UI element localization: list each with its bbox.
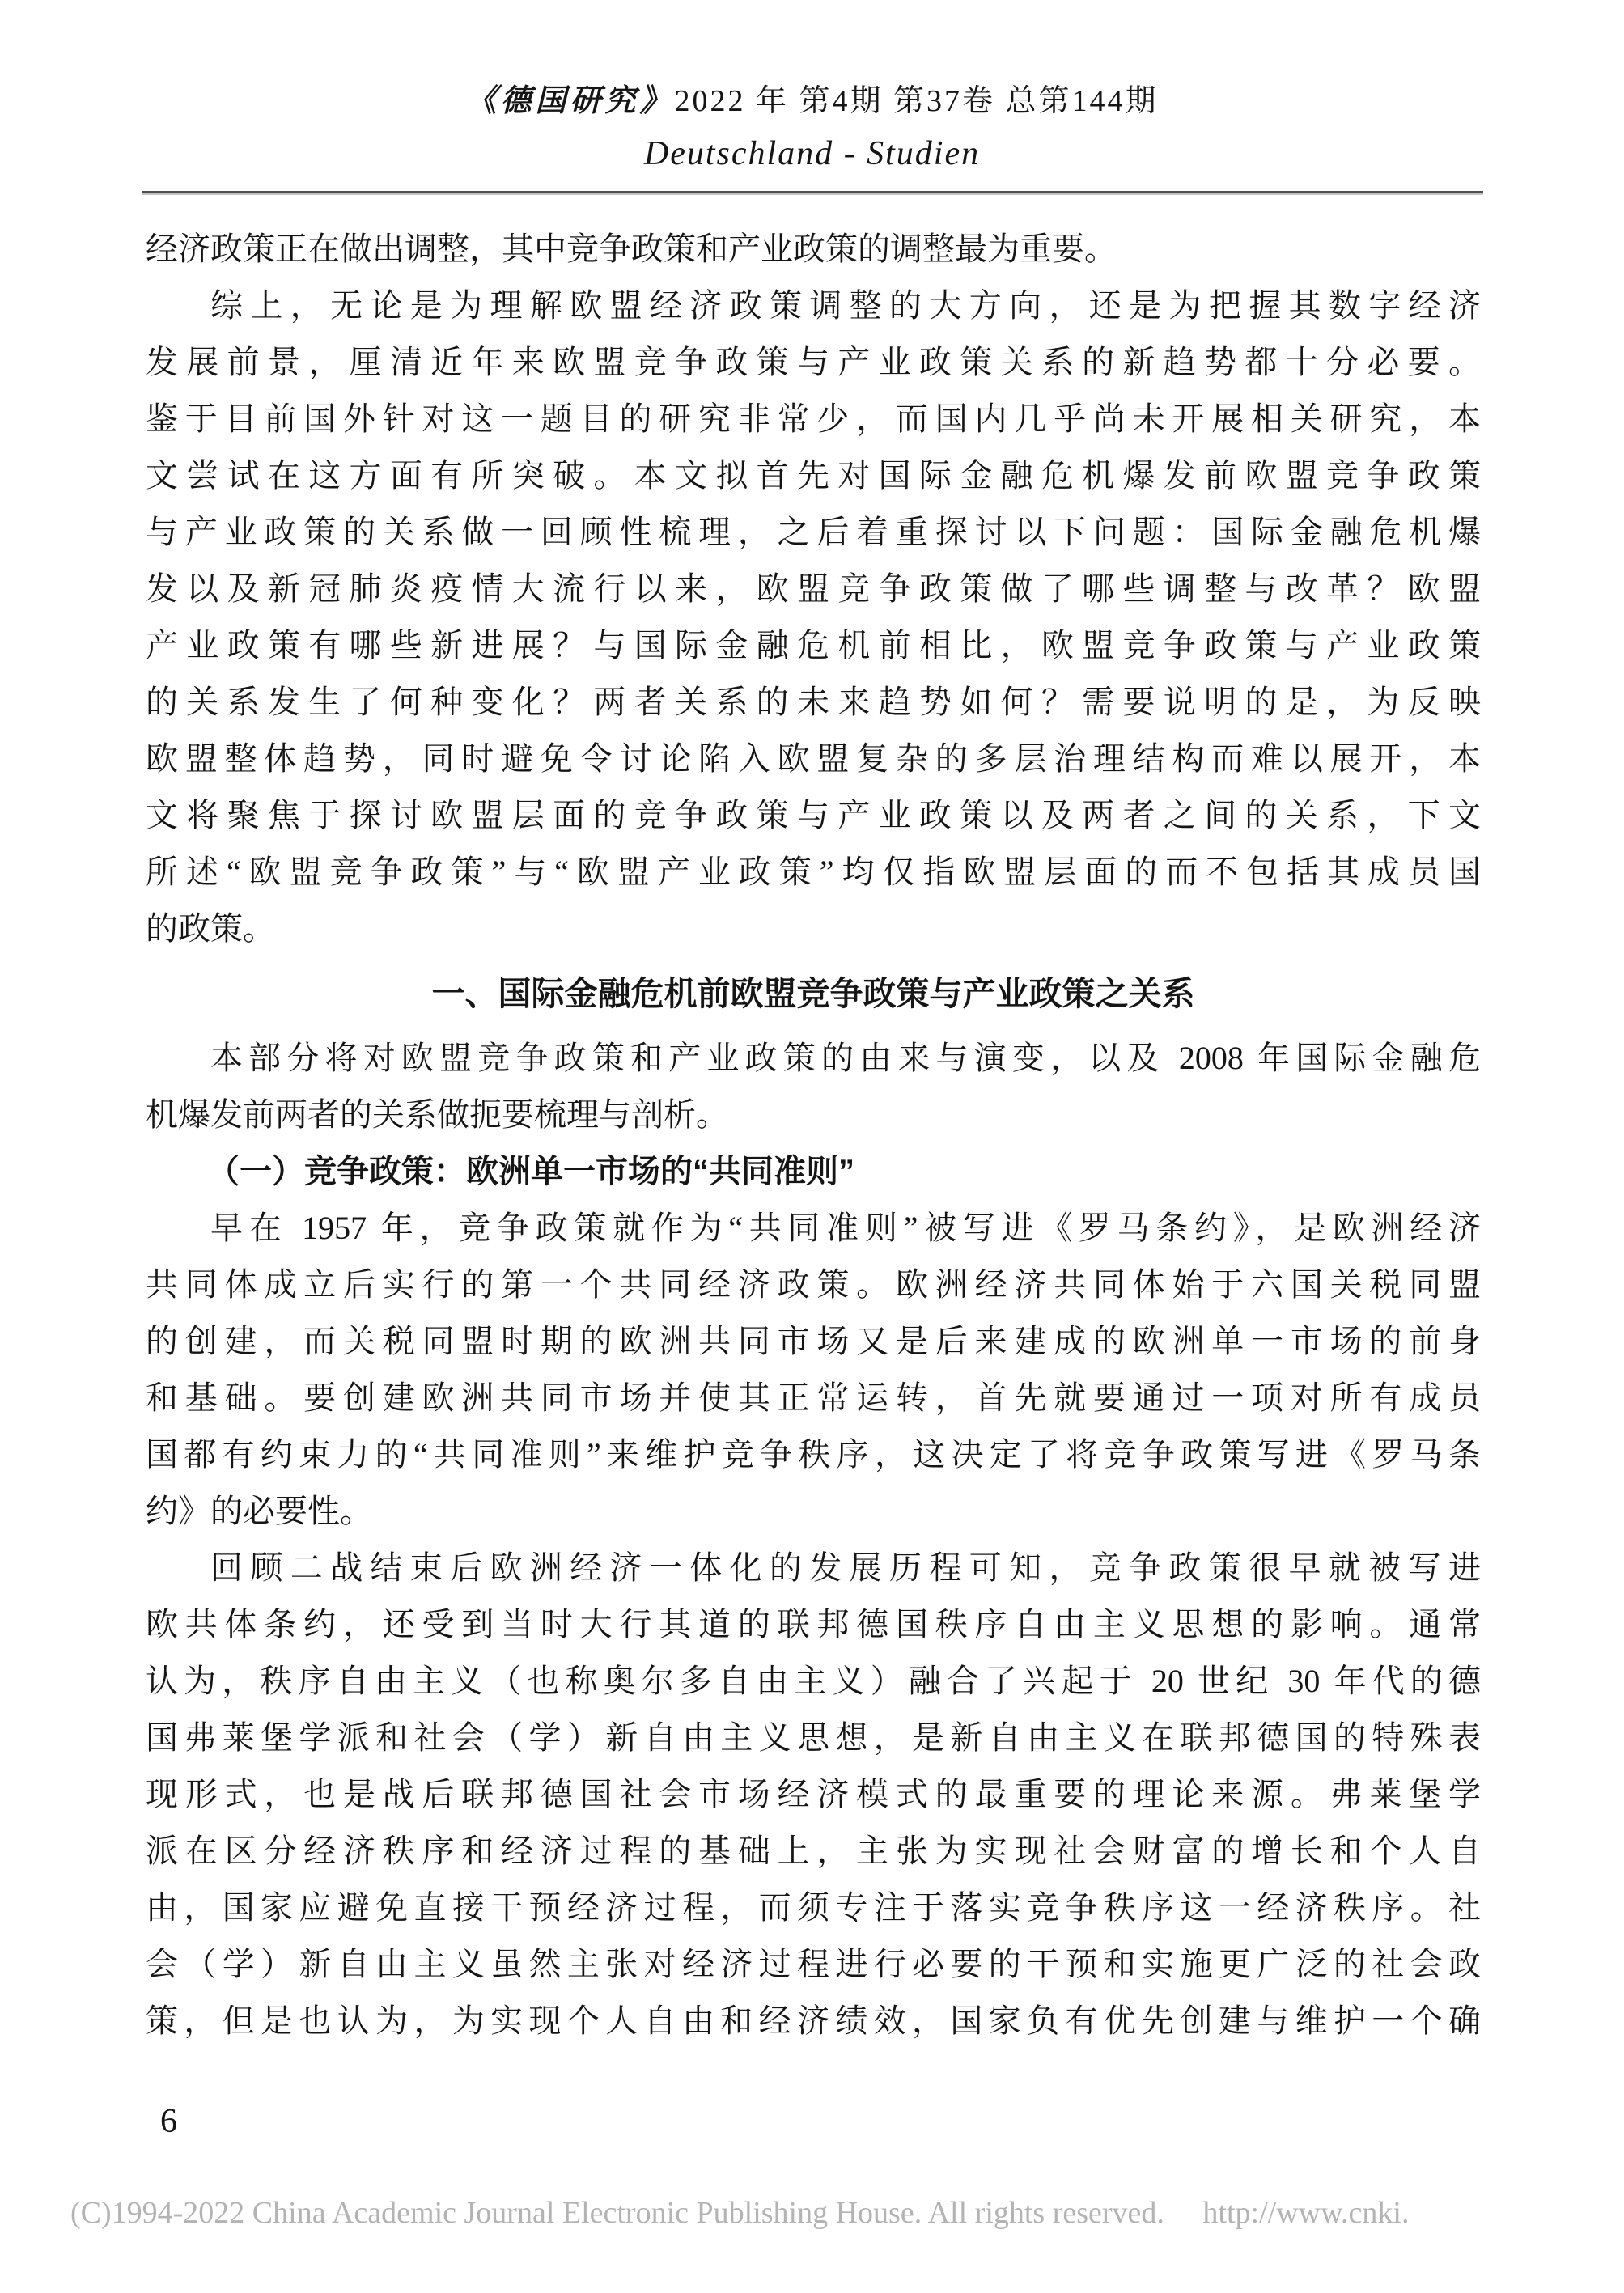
subsection-heading xyxy=(146,1143,1481,1200)
text-line: 经济政策正在做出调整，其中竞争政策和产业政策的调整最为重要。 xyxy=(146,231,1117,267)
paragraph xyxy=(146,1200,1481,1540)
text-line: 欧共体条约，还受到当时大行其道的联邦德国秩序自由主义思想的影响。通常 xyxy=(146,1606,1481,1642)
paragraph xyxy=(146,278,1481,957)
journal-subtitle: Deutschland - Studien xyxy=(643,135,981,172)
text-line: 欧盟整体趋势，同时避免令讨论陷入欧盟复杂的多层治理结构而难以展开，本 xyxy=(146,740,1481,777)
text-line: 约》的必要性。 xyxy=(146,1493,372,1529)
text-line: 机爆发前两者的关系做扼要梳理与剖析。 xyxy=(146,1096,728,1133)
text-line: 鉴于目前国外针对这一题目的研究非常少，而国内几乎尚未开展相关研究，本 xyxy=(146,401,1481,437)
text-line: 的创建，而关税同盟时期的欧洲共同市场又是后来建成的欧洲单一市场的前身 xyxy=(146,1323,1481,1359)
text-line: 发以及新冠肺炎疫情大流行以来，欧盟竞争政策做了哪些调整与改革？欧盟 xyxy=(146,570,1481,607)
text-line: 会（学）新自由主义虽然主张对经济过程进行必要的干预和实施更广泛的社会政 xyxy=(146,1946,1481,1982)
text-line: 由，国家应避免直接干预经济过程，而须专注于落实竞争秩序这一经济秩序。社 xyxy=(146,1889,1481,1926)
text-line: 文将聚焦于探讨欧盟层面的竞争政策与产业政策以及两者之间的关系，下文 xyxy=(146,797,1481,833)
text-line: 共同体成立后实行的第一个共同经济政策。欧洲经济共同体始于六国关税同盟 xyxy=(146,1266,1481,1303)
text-line: 产业政策有哪些新进展？与国际金融危机前相比，欧盟竞争政策与产业政策 xyxy=(146,627,1481,663)
text-line: 发展前景，厘清近年来欧盟竞争政策与产业政策关系的新趋势都十分必要。 xyxy=(146,344,1481,380)
journal-title: 《德国研究》 xyxy=(465,84,675,118)
paragraph xyxy=(146,1030,1481,1143)
journal-header xyxy=(0,0,1624,195)
text-line: 现形式，也是战后联邦德国社会市场经济模式的最重要的理论来源。弗莱堡学 xyxy=(146,1776,1481,1812)
text-line: 的关系发生了何种变化？两者关系的未来趋势如何？需要说明的是，为反映 xyxy=(146,684,1481,720)
text-line: 与产业政策的关系做一回顾性梳理，之后着重探讨以下问题：国际金融危机爆 xyxy=(146,514,1481,550)
header-rule xyxy=(142,191,1483,195)
page-number: 6 xyxy=(160,2103,177,2140)
text-line: 文尝试在这方面有所突破。本文拟首先对国际金融危机爆发前欧盟竞争政策 xyxy=(146,457,1481,494)
text-line: 和基础。要创建欧洲共同市场并使其正常运转，首先就要通过一项对所有成员 xyxy=(146,1380,1481,1416)
text-line: 策，但是也认为，为实现个人自由和经济绩效，国家负有优先创建与维护一个确 xyxy=(146,2003,1481,2039)
issue-info: 2022 年 第4期 第37卷 总第144期 xyxy=(674,84,1159,118)
text-line: 派在区分经济秩序和经济过程的基础上，主张为实现社会财富的增长和个人自 xyxy=(146,1833,1481,1869)
text-line: 所述“欧盟竞争政策”与“欧盟产业政策”均仅指欧盟层面的而不包括其成员国 xyxy=(146,854,1481,890)
paragraph xyxy=(146,1540,1481,2049)
journal-issue-line xyxy=(0,81,1624,121)
copyright-notice: (C)1994-2022 China Academic Journal Electronic Publishing House. All rights reserved. http://www.cnki. xyxy=(70,2196,1410,2230)
text-line: 国弗莱堡学派和社会（学）新自由主义思想，是新自由主义在联邦德国的特殊表 xyxy=(146,1719,1481,1756)
text-line: 认为，秩序自由主义（也称奥尔多自由主义）融合了兴起于 20 世纪 30 年代的德 xyxy=(146,1663,1481,1699)
text-line: 回顾二战结束后欧洲经济一体化的发展历程可知，竞争政策很早就被写进 xyxy=(210,1549,1481,1586)
text-line: 的政策。 xyxy=(146,910,275,947)
text-line: 本部分将对欧盟竞争政策和产业政策的由来与演变，以及 2008 年国际金融危 xyxy=(210,1040,1481,1076)
paragraph xyxy=(146,221,1481,278)
section-heading xyxy=(146,965,1481,1022)
page-body xyxy=(146,221,1481,2150)
subsection-heading-line: （一）竞争政策：欧洲单一市场的“共同准则” xyxy=(207,1154,854,1189)
text-line: 综上，无论是为理解欧盟经济政策调整的大方向，还是为把握其数字经济 xyxy=(210,287,1481,324)
text-line: 早在 1957 年，竞争政策就作为“共同准则”被写进《罗马条约》，是欧洲经济 xyxy=(210,1210,1481,1246)
text-line: 国都有约束力的“共同准则”来维护竞争秩序，这决定了将竞争政策写进《罗马条 xyxy=(146,1436,1481,1473)
section-heading-line: 一、国际金融危机前欧盟竞争政策与产业政策之关系 xyxy=(431,975,1195,1012)
